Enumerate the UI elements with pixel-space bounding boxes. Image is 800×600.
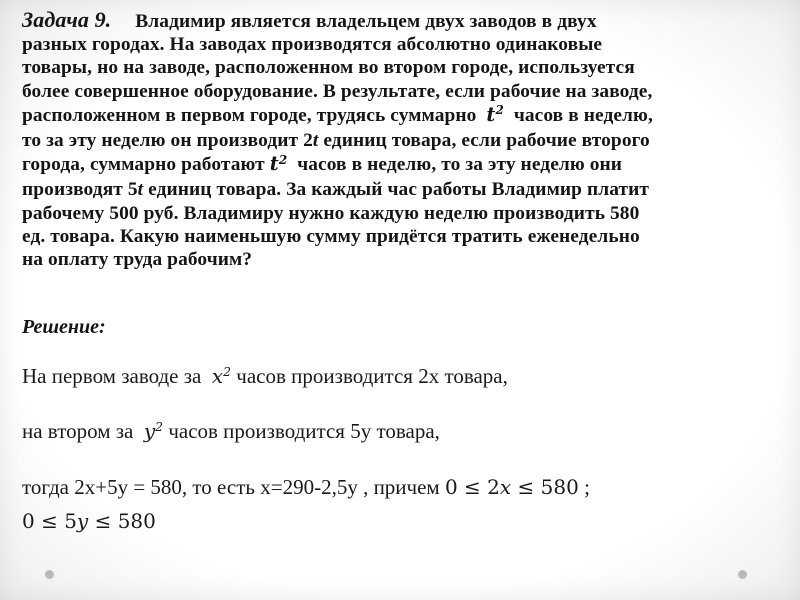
solution-line-2: на втором за $y^2$ часов производится 5у товара, xyxy=(22,419,440,443)
problem-line-4: более совершенное оборудование. В результате, если рабочие на заводе, xyxy=(22,80,653,102)
math-t-squared: $t^2$ xyxy=(486,102,504,126)
problem-line-8: производят 5t единиц товара. За каждый час работы Владимир платит xyxy=(22,179,650,201)
solution-line-4 xyxy=(22,509,782,534)
problem-line-10: ед. товара. Какую наименьшую сумму придётся тратить еженедельно xyxy=(22,225,640,247)
problem-line-2: разных городах. На заводах производятся абсолютно одинаковые xyxy=(22,34,603,56)
problem-line-1: Задача 9. Владимир является владельцем двух заводов в двух xyxy=(22,7,597,32)
problem-line-3: товары, но на заводе, расположенном во втором городе, используется xyxy=(22,57,635,79)
inequality-1: 0 ≤ 2x ≤ 580 xyxy=(444,475,579,499)
task-label: Задача 9. xyxy=(22,7,112,32)
solution-line-3: тогда 2х+5у = 580, то есть х=290-2,5у , причем 0 ≤ 2x ≤ 580 ; xyxy=(22,475,590,499)
problem-line-9: рабочему 500 руб. Владимиру нужно каждую неделю производить 580 xyxy=(22,202,640,224)
math-x-squared: $x^2$ xyxy=(211,364,232,388)
solution-line-1: На первом заводе за $x^2$ часов производится 2х товара, xyxy=(22,364,508,388)
inequality-2: 0 ≤ 5y ≤ 580 xyxy=(22,509,156,533)
math-t-squared: $t^2$ xyxy=(269,152,288,176)
slide-corner-dot-left xyxy=(45,570,54,579)
math-y-squared: $y^2$ xyxy=(143,419,164,443)
problem-line-11: на оплату труда рабочим? xyxy=(22,249,253,271)
slide-corner-dot-right xyxy=(738,570,747,579)
problem-statement xyxy=(22,8,782,271)
problem-line-5: расположенном в первом городе, трудясь суммарно $t^2$ часов в неделю, xyxy=(22,102,653,126)
solution-title: Решение: xyxy=(22,316,106,338)
problem-line-7: города, суммарно работают $t^2$ часов в неделю, то за эту неделю они xyxy=(22,152,623,176)
problem-line-6: то за эту неделю он производит 2t единиц товара, если рабочие второго xyxy=(22,130,650,152)
